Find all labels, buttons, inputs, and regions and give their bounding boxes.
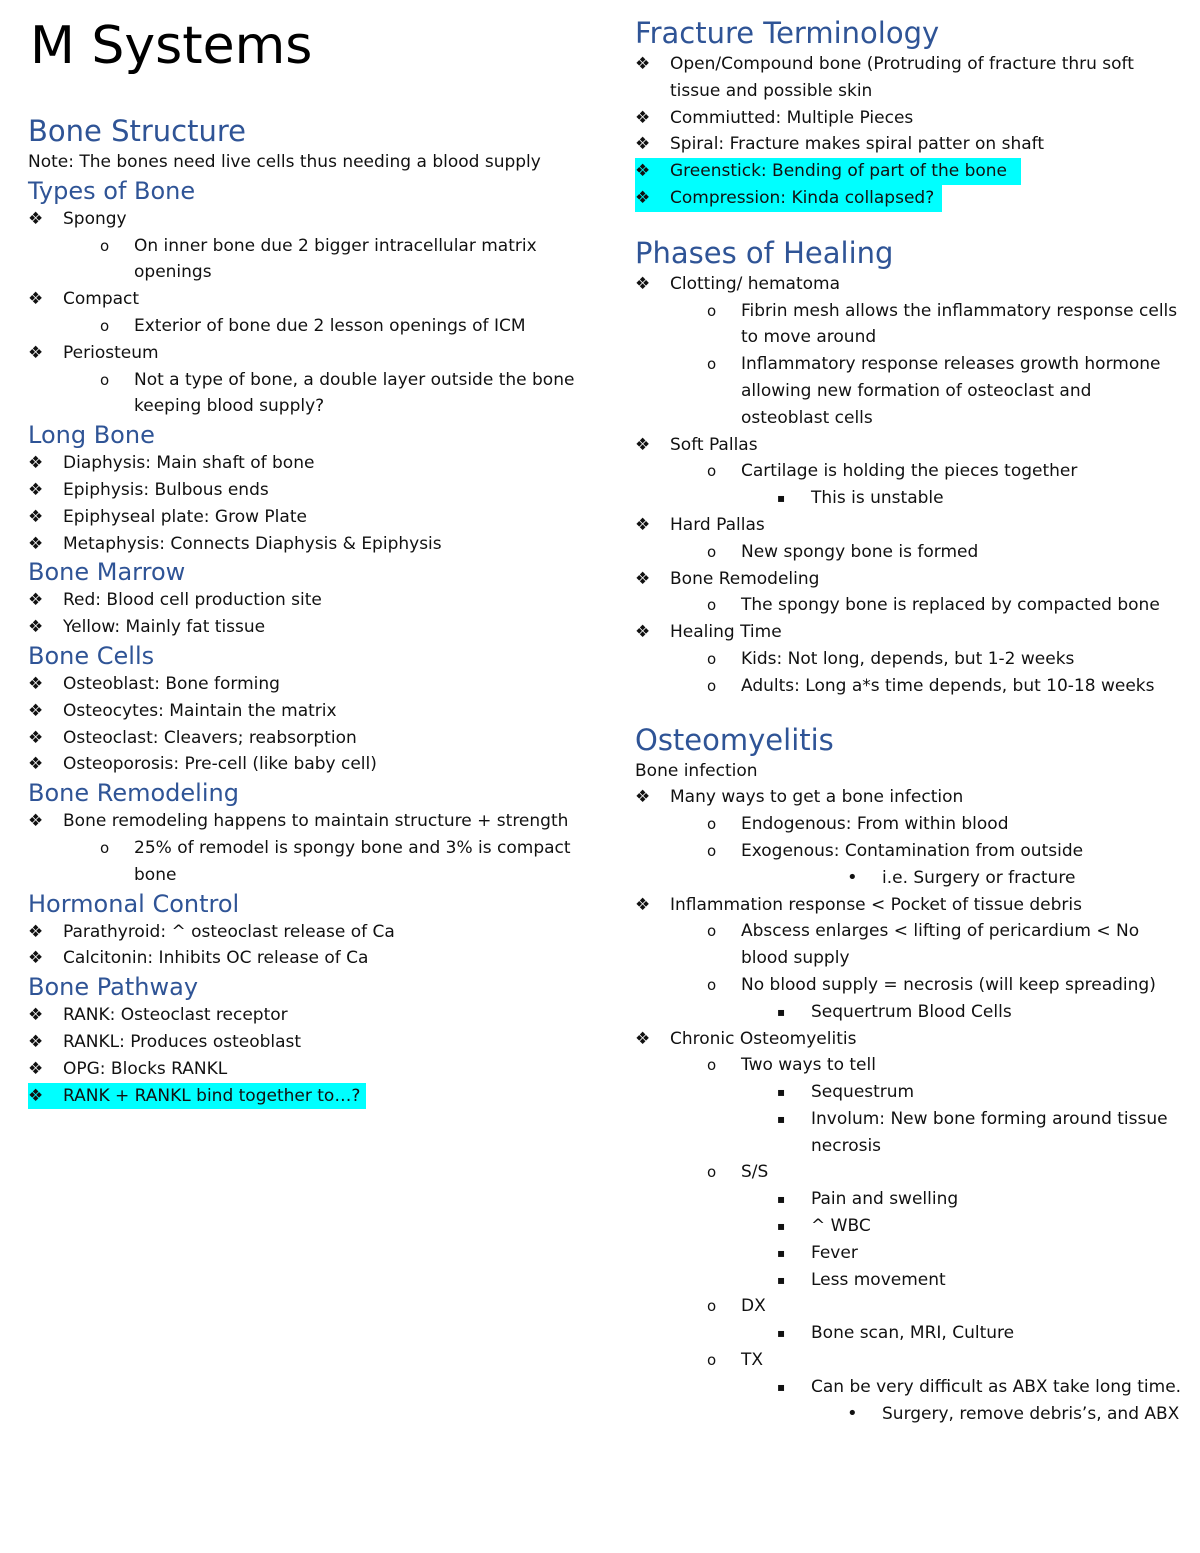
heading-bone-structure: Bone Structure bbox=[28, 114, 246, 148]
types-of-bone-list bbox=[28, 206, 588, 420]
diamond-bullet-icon: ❖ bbox=[28, 342, 44, 363]
diamond-bullet-icon: ❖ bbox=[635, 434, 651, 455]
list-item: ▪ Sequestrum bbox=[635, 1079, 1185, 1106]
circle-bullet-icon: o bbox=[707, 542, 717, 561]
square-bullet-icon: ▪ bbox=[777, 1326, 786, 1341]
list-item: ❖ Yellow: Mainly fat tissue bbox=[28, 614, 588, 641]
list-item: ❖ Epiphysis: Bulbous ends bbox=[28, 477, 588, 504]
diamond-bullet-icon: ❖ bbox=[635, 1028, 651, 1049]
list-item: ▪ Fever bbox=[635, 1240, 1185, 1267]
list-item: o Endogenous: From within blood bbox=[635, 811, 1185, 838]
diamond-bullet-icon: ❖ bbox=[635, 134, 651, 155]
list-item: ❖ Osteoblast: Bone forming bbox=[28, 671, 588, 698]
heading-bone-cells: Bone Cells bbox=[28, 641, 155, 670]
circle-bullet-icon: o bbox=[707, 1163, 717, 1182]
list-item: ❖ Periosteum bbox=[28, 340, 588, 367]
heading-bone-pathway: Bone Pathway bbox=[28, 973, 199, 1002]
circle-bullet-icon: o bbox=[707, 1351, 717, 1370]
list-item: ▪ ^ WBC bbox=[635, 1213, 1185, 1240]
list-item: ❖ Diaphysis: Main shaft of bone bbox=[28, 450, 588, 477]
list-item: ❖ Epiphyseal plate: Grow Plate bbox=[28, 504, 588, 531]
list-item: ❖ Clotting/ hematoma bbox=[635, 271, 1185, 298]
list-item: o TX bbox=[635, 1347, 1185, 1374]
list-item: ❖ Bone Remodeling bbox=[635, 566, 1185, 593]
list-item: o Adults: Long a*s time depends, but 10-18 weeks bbox=[635, 673, 1185, 700]
list-item: ▪ Less movement bbox=[635, 1267, 1185, 1294]
page-title: M Systems bbox=[30, 16, 313, 76]
list-item: o 25% of remodel is spongy bone and 3% is compact bone bbox=[28, 835, 588, 889]
diamond-bullet-icon: ❖ bbox=[28, 533, 44, 554]
list-item: o Abscess enlarges < lifting of pericardium < No blood supply bbox=[635, 918, 1185, 972]
list-item: o DX bbox=[635, 1293, 1185, 1320]
list-item: o Inflammatory response releases growth hormone allowing new formation of osteoclast and osteoblast cells bbox=[635, 351, 1185, 431]
list-item: o No blood supply = necrosis (will keep spreading) bbox=[635, 972, 1185, 999]
list-item: ▪ Involum: New bone forming around tissue necrosis bbox=[635, 1106, 1185, 1160]
diamond-bullet-icon: ❖ bbox=[28, 673, 44, 694]
list-item: ▪ Pain and swelling bbox=[635, 1186, 1185, 1213]
heading-long-bone: Long Bone bbox=[28, 421, 155, 450]
list-item: o S/S bbox=[635, 1159, 1185, 1186]
list-item: ❖ RANK: Osteoclast receptor bbox=[28, 1002, 588, 1029]
heading-fracture-terminology: Fracture Terminology bbox=[635, 16, 940, 50]
list-item: ▪ Can be very difficult as ABX take long time. bbox=[635, 1374, 1185, 1401]
circle-bullet-icon: o bbox=[707, 1297, 717, 1316]
diamond-bullet-icon: ❖ bbox=[28, 479, 44, 500]
diamond-bullet-icon: ❖ bbox=[28, 754, 44, 775]
diamond-bullet-icon: ❖ bbox=[635, 787, 651, 808]
osteomyelitis-intro: Bone infection bbox=[635, 760, 758, 781]
square-bullet-icon: ▪ bbox=[777, 1004, 786, 1019]
diamond-bullet-icon: ❖ bbox=[635, 107, 651, 128]
square-bullet-icon: ▪ bbox=[777, 1192, 786, 1207]
list-item: ❖ Calcitonin: Inhibits OC release of Ca bbox=[28, 945, 588, 972]
list-item: ❖ Spongy bbox=[28, 206, 588, 233]
list-item: o New spongy bone is formed bbox=[635, 539, 1185, 566]
diamond-bullet-icon: ❖ bbox=[28, 289, 44, 310]
circle-bullet-icon: o bbox=[100, 316, 110, 335]
heading-osteomyelitis: Osteomyelitis bbox=[635, 722, 834, 757]
list-item: o Two ways to tell bbox=[635, 1052, 1185, 1079]
square-bullet-icon: ▪ bbox=[777, 1219, 786, 1234]
osteomyelitis-list bbox=[635, 784, 1185, 1427]
bone-pathway-list bbox=[28, 1002, 588, 1109]
diamond-bullet-icon: ❖ bbox=[635, 161, 651, 182]
circle-bullet-icon: o bbox=[100, 236, 110, 255]
circle-bullet-icon: o bbox=[707, 649, 717, 668]
list-item: o Cartilage is holding the pieces together bbox=[635, 458, 1185, 485]
list-item: ▪ Sequertrum Blood Cells bbox=[635, 999, 1185, 1026]
list-item: o Exogenous: Contamination from outside bbox=[635, 838, 1185, 865]
list-item: ❖ Open/Compound bone (Protruding of fracture thru soft tissue and possible skin bbox=[635, 51, 1185, 105]
circle-bullet-icon: o bbox=[707, 815, 717, 834]
diamond-bullet-icon: ❖ bbox=[28, 1085, 44, 1106]
circle-bullet-icon: o bbox=[707, 1056, 717, 1075]
list-item: o The spongy bone is replaced by compacted bone bbox=[635, 592, 1185, 619]
diamond-bullet-icon: ❖ bbox=[635, 568, 651, 589]
list-item: ❖ Parathyroid: ^ osteoclast release of Ca bbox=[28, 919, 588, 946]
list-item: o Not a type of bone, a double layer outside the bone keeping blood supply? bbox=[28, 367, 588, 421]
list-item: ❖ Commiutted: Multiple Pieces bbox=[635, 105, 1185, 132]
heading-phases-of-healing: Phases of Healing bbox=[635, 235, 894, 270]
circle-bullet-icon: o bbox=[707, 355, 717, 374]
diamond-bullet-icon: ❖ bbox=[28, 1005, 44, 1026]
circle-bullet-icon: o bbox=[100, 370, 110, 389]
diamond-bullet-icon: ❖ bbox=[635, 894, 651, 915]
diamond-bullet-icon: ❖ bbox=[28, 208, 44, 229]
diamond-bullet-icon: ❖ bbox=[28, 727, 44, 748]
highlighted-list-item: ❖ RANK + RANKL bind together to…? bbox=[28, 1083, 366, 1110]
list-item: ❖ Red: Blood cell production site bbox=[28, 587, 588, 614]
heading-types-of-bone: Types of Bone bbox=[28, 176, 196, 205]
list-item: • Surgery, remove debris’s, and ABX bbox=[635, 1401, 1185, 1428]
highlighted-list-item: ❖ Compression: Kinda collapsed? bbox=[635, 185, 942, 212]
circle-bullet-icon: o bbox=[707, 922, 717, 941]
square-bullet-icon: ▪ bbox=[777, 491, 786, 506]
list-item: ❖ Osteoclast: Cleavers; reabsorption bbox=[28, 725, 588, 752]
list-item: o Fibrin mesh allows the inflammatory response cells to move around bbox=[635, 298, 1185, 352]
diamond-bullet-icon: ❖ bbox=[28, 1031, 44, 1052]
square-bullet-icon: ▪ bbox=[777, 1245, 786, 1260]
list-item: ❖ Bone remodeling happens to maintain structure + strength bbox=[28, 808, 588, 835]
list-item: o On inner bone due 2 bigger intracellular matrix openings bbox=[28, 233, 588, 287]
list-item: ❖ Spiral: Fracture makes spiral patter on shaft bbox=[635, 131, 1185, 158]
right-column bbox=[635, 0, 1185, 1427]
circle-bullet-icon: o bbox=[707, 462, 717, 481]
diamond-bullet-icon: ❖ bbox=[635, 187, 651, 208]
list-item: ❖ Compact bbox=[28, 286, 588, 313]
diamond-bullet-icon: ❖ bbox=[28, 617, 44, 638]
list-item: ▪ This is unstable bbox=[635, 485, 1185, 512]
highlighted-list-item: ❖ Greenstick: Bending of part of the bone bbox=[635, 158, 1021, 185]
diamond-bullet-icon: ❖ bbox=[28, 506, 44, 527]
list-item: o Exterior of bone due 2 lesson openings of ICM bbox=[28, 313, 588, 340]
diamond-bullet-icon: ❖ bbox=[28, 948, 44, 969]
healing-list bbox=[635, 271, 1185, 700]
list-item: ❖ Osteoporosis: Pre-cell (like baby cell) bbox=[28, 751, 588, 778]
bone-cells-list bbox=[28, 671, 588, 778]
fracture-list bbox=[635, 51, 1185, 212]
list-item: ❖ Inflammation response < Pocket of tissue debris bbox=[635, 892, 1185, 919]
dot-bullet-icon: • bbox=[847, 866, 858, 888]
square-bullet-icon: ▪ bbox=[777, 1085, 786, 1100]
circle-bullet-icon: o bbox=[707, 841, 717, 860]
diamond-bullet-icon: ❖ bbox=[635, 514, 651, 535]
diamond-bullet-icon: ❖ bbox=[28, 453, 44, 474]
diamond-bullet-icon: ❖ bbox=[28, 921, 44, 942]
hormonal-control-list bbox=[28, 919, 588, 973]
circle-bullet-icon: o bbox=[707, 975, 717, 994]
square-bullet-icon: ▪ bbox=[777, 1379, 786, 1394]
list-item: o Kids: Not long, depends, but 1-2 weeks bbox=[635, 646, 1185, 673]
square-bullet-icon: ▪ bbox=[777, 1272, 786, 1287]
circle-bullet-icon: o bbox=[707, 301, 717, 320]
list-item: ❖ OPG: Blocks RANKL bbox=[28, 1056, 588, 1083]
left-column bbox=[28, 0, 588, 1109]
diamond-bullet-icon: ❖ bbox=[635, 273, 651, 294]
list-item: ❖ Soft Pallas bbox=[635, 432, 1185, 459]
heading-hormonal-control: Hormonal Control bbox=[28, 889, 240, 918]
bone-remodeling-list bbox=[28, 808, 588, 888]
list-item: ❖ Many ways to get a bone infection bbox=[635, 784, 1185, 811]
list-item: ▪ Bone scan, MRI, Culture bbox=[635, 1320, 1185, 1347]
list-item: • i.e. Surgery or fracture bbox=[635, 865, 1185, 892]
heading-bone-marrow: Bone Marrow bbox=[28, 558, 186, 587]
diamond-bullet-icon: ❖ bbox=[635, 54, 651, 74]
diamond-bullet-icon: ❖ bbox=[28, 811, 44, 832]
list-item: ❖ Healing Time bbox=[635, 619, 1185, 646]
long-bone-list bbox=[28, 450, 588, 557]
list-item: ❖ Osteocytes: Maintain the matrix bbox=[28, 698, 588, 725]
diamond-bullet-icon: ❖ bbox=[28, 590, 44, 611]
diamond-bullet-icon: ❖ bbox=[635, 622, 651, 643]
bone-structure-note: Note: The bones need live cells thus needing a blood supply bbox=[28, 152, 541, 172]
list-item: ❖ RANKL: Produces osteoblast bbox=[28, 1029, 588, 1056]
circle-bullet-icon: o bbox=[707, 596, 717, 615]
circle-bullet-icon: o bbox=[100, 838, 110, 857]
dot-bullet-icon: • bbox=[847, 1402, 858, 1424]
diamond-bullet-icon: ❖ bbox=[28, 1058, 44, 1079]
list-item: ❖ Metaphysis: Connects Diaphysis & Epiphysis bbox=[28, 531, 588, 558]
diamond-bullet-icon: ❖ bbox=[28, 700, 44, 721]
circle-bullet-icon: o bbox=[707, 676, 717, 695]
square-bullet-icon: ▪ bbox=[777, 1111, 786, 1126]
list-item: ❖ Chronic Osteomyelitis bbox=[635, 1026, 1185, 1053]
heading-bone-remodeling: Bone Remodeling bbox=[28, 779, 239, 808]
list-item: ❖ Hard Pallas bbox=[635, 512, 1185, 539]
bone-marrow-list bbox=[28, 587, 588, 641]
